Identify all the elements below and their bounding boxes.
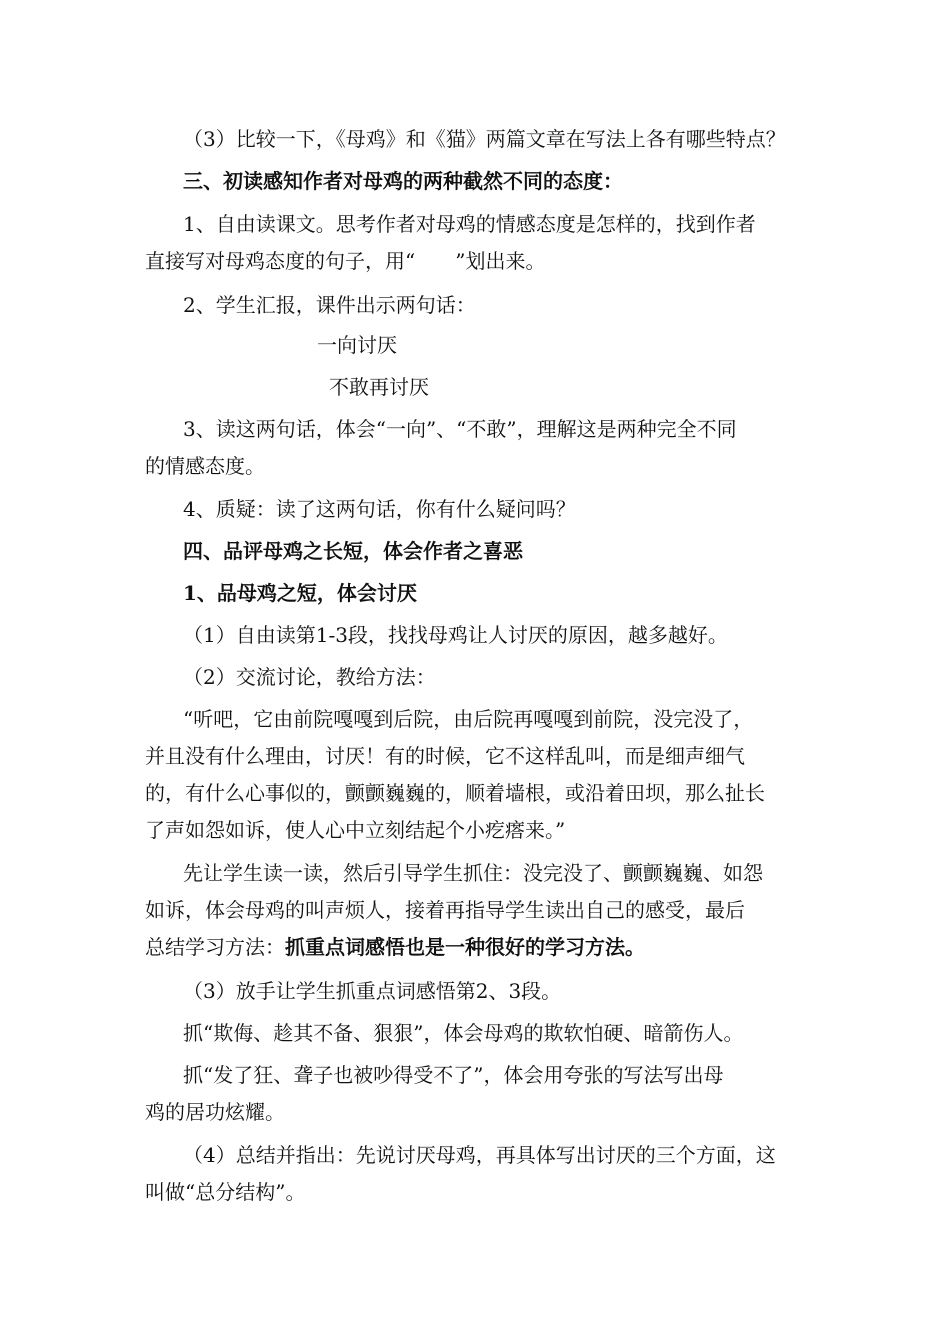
guide-line-3: [145, 934, 645, 960]
section-three-heading: 三、初读感知作者对母鸡的两种截然不同的态度：: [183, 169, 623, 193]
item-2: （2）交流讨论，教给方法：: [183, 665, 436, 689]
paragraph-3-line-1: 3、读这两句话，体会“一向”、“不敢”，理解这是两种完全不同: [183, 417, 737, 441]
item-4-line-1: （4）总结并指出：先说讨厌母鸡，再具体写出讨厌的三个方面，这: [183, 1143, 776, 1167]
guide-summary-bold: 抓重点词感悟也是一种很好的学习方法。: [285, 935, 645, 959]
subsection-heading: 1、品母鸡之短，体会讨厌: [183, 581, 417, 605]
guide-line-1: 先让学生读一读，然后引导学生抓住：没完没了、颤颤巍巍、如怨: [183, 861, 763, 885]
sentence-2: 不敢再讨厌: [329, 375, 429, 399]
quote-line-3: 的，有什么心事似的，颤颤巍巍的，顺着墙根，或沿着田坝，那么扯长: [145, 781, 765, 805]
item-1: （1）自由读第1-3段，找找母鸡让人讨厌的原因，越多越好。: [183, 623, 728, 647]
item-3: （3）放手让学生抓重点词感悟第2、3段。: [183, 979, 562, 1003]
guide-line-2: 如诉，体会母鸡的叫声烦人，接着再指导学生读出自己的感受，最后: [145, 898, 745, 922]
key-words-2-line-2: 鸡的居功炫耀。: [145, 1100, 285, 1124]
paragraph-1-line-2: 直接写对母鸡态度的句子，用“ ”划出来。: [145, 249, 546, 273]
section-four-heading: 四、品评母鸡之长短，体会作者之喜恶: [183, 539, 523, 563]
quote-line-2: 并且没有什么理由，讨厌！有的时候，它不这样乱叫，而是细声细气: [145, 744, 745, 768]
paragraph-3-line-2: 的情感态度。: [145, 454, 265, 478]
paragraph-2: 2、学生汇报，课件出示两句话：: [183, 293, 476, 317]
quote-line-4: 了声如怨如诉，使人心中立刻结起个小疙瘩来。”: [145, 818, 566, 842]
guide-summary-label: 总结学习方法：: [145, 935, 285, 959]
paragraph-4: 4、质疑：读了这两句话，你有什么疑问吗？: [183, 497, 576, 521]
sentence-1: 一向讨厌: [317, 333, 397, 357]
item-4-line-2: 叫做“总分结构”。: [145, 1180, 306, 1204]
key-words-2-line-1: 抓“发了狂、聋子也被吵得受不了”，体会用夸张的写法写出母: [183, 1063, 724, 1087]
question-3: （3）比较一下，《母鸡》和《猫》两篇文章在写法上各有哪些特点？: [183, 127, 786, 151]
key-words-1: 抓“欺侮、趁其不备、狠狠”，体会母鸡的欺软怕硬、暗箭伤人。: [183, 1021, 744, 1045]
quote-line-1: “听吧，它由前院嘎嘎到后院，由后院再嘎嘎到前院，没完没了，: [183, 707, 754, 731]
paragraph-1-line-1: 1、自由读课文。思考作者对母鸡的情感态度是怎样的，找到作者: [183, 212, 756, 236]
